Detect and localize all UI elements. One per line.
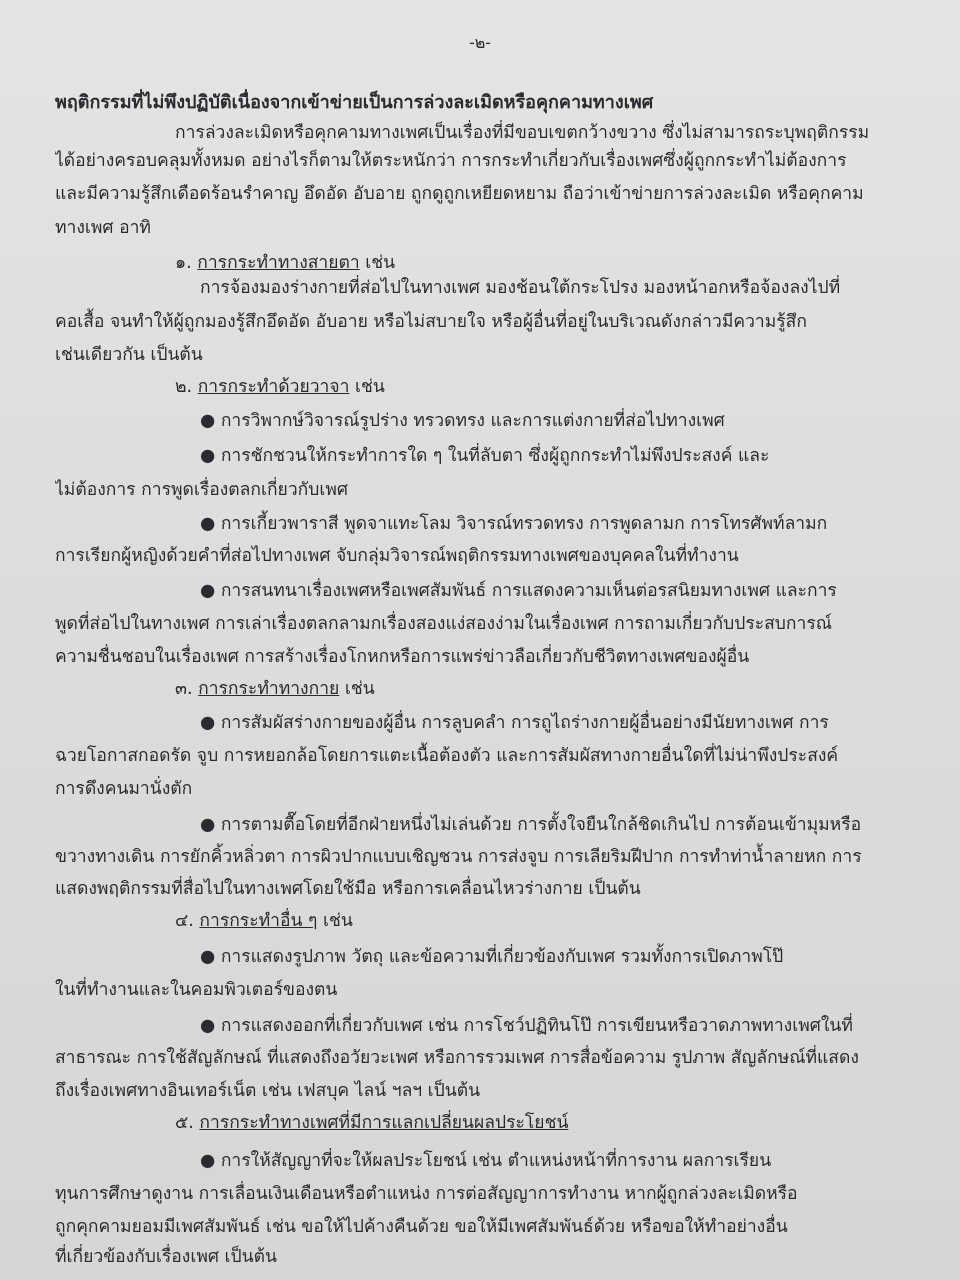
body-line: พูดที่ส่อไปในทางเพศ การเล่าเรื่องตลกลามกเรื่องสองแง่สองง่ามในเรื่องเพศ การถามเกี่ยวกับประสบการณ์ bbox=[55, 614, 832, 634]
body-line: คอเสื้อ จนทำให้ผู้ถูกมองรู้สึกอึดอัด อับอาย หรือไม่สบายใจ หรือผู้อื่นที่อยู่ในบริเวณดังกล่าวมีความรู้สึก bbox=[55, 312, 807, 332]
section-number: ๒. bbox=[175, 377, 193, 397]
body-line: การจ้องมองร่างกายที่ส่อไปในทางเพศ มองช้อนใต้กระโปรง มองหน้าอกหรือจ้องลงไปที่ bbox=[200, 278, 841, 298]
section-number: ๔. bbox=[175, 911, 194, 931]
bullet-line: ● การสนทนาเรื่องเพศหรือเพศสัมพันธ์ การแสดงความเห็นต่อรสนิยมทางเพศ และการ bbox=[200, 581, 837, 601]
intro-line: การล่วงละเมิดหรือคุกคามทางเพศเป็นเรื่องที่มีขอบเขตกว้างขวาง ซึ่งไม่สามารถระบุพฤติกรรม bbox=[175, 123, 870, 143]
body-line: การเรียกผู้หญิงด้วยคำที่ส่อไปทางเพศ จับกลุ่มวิจารณ์พฤติกรรมทางเพศของบุคคลในที่ทำงาน bbox=[55, 546, 739, 566]
body-line: เช่นเดียวกัน เป็นต้น bbox=[55, 345, 203, 365]
section-heading bbox=[175, 674, 900, 704]
section-suffix: เช่น bbox=[349, 377, 385, 397]
body-line: การดึงคนมานั่งตัก bbox=[55, 779, 193, 799]
section-title: การกระทำทางกาย bbox=[198, 679, 340, 699]
section-title: การกระทำทางเพศที่มีการแลกเปลี่ยนผลประโยชน์ bbox=[199, 1113, 569, 1133]
section-heading bbox=[175, 372, 900, 402]
body-line: ที่เกี่ยวข้องกับเรื่องเพศ เป็นต้น bbox=[55, 1247, 277, 1267]
body-line: ในที่ทำงานและในคอมพิวเตอร์ของตน bbox=[55, 980, 338, 1000]
body-line: แสดงพฤติกรรมที่สื่อไปในทางเพศโดยใช้มือ หรือการเคลื่อนไหวร่างกาย เป็นต้น bbox=[55, 879, 641, 899]
bullet-line: ● การตามตื๊อโดยที่อีกฝ่ายหนึ่งไม่เล่นด้วย การตั้งใจยืนใกล้ชิดเกินไป การต้อนเข้ามุมหรือ bbox=[200, 815, 862, 835]
body-line: ความชื่นชอบในเรื่องเพศ การสร้างเรื่องโกหกหรือการแพร่ข่าวลือเกี่ยวกับชีวิตทางเพศของผู้อื่น bbox=[55, 647, 750, 667]
bullet-line: ● การให้สัญญาที่จะให้ผลประโยชน์ เช่น ตำแหน่งหน้าที่การงาน ผลการเรียน bbox=[200, 1151, 772, 1171]
body-line: ถูกคุกคามยอมมีเพศสัมพันธ์ เช่น ขอให้ไปค้างคืนด้วย ขอให้มีเพศสัมพันธ์ด้วย หรือขอให้ทำอย่างอื่น bbox=[55, 1217, 788, 1237]
body-line: สาธารณะ การใช้สัญลักษณ์ ที่แสดงถึงอวัยวะเพศ หรือการรวมเพศ การสื่อข้อความ รูปภาพ สัญลักษณ์ที่แสดง bbox=[55, 1048, 859, 1068]
section-suffix: เช่น bbox=[359, 253, 396, 273]
body-line: ถึงเรื่องเพศทางอินเทอร์เน็ต เช่น เฟสบุค ไลน์ ฯลฯ เป็นต้น bbox=[55, 1081, 481, 1101]
intro-line: และมีความรู้สึกเดือดร้อนรำคาญ อึดอัด อับอาย ถูกดูถูกเหยียดหยาม ถือว่าเข้าข่ายการล่วงละเมิด หรือคุกคาม bbox=[55, 184, 864, 204]
bullet-line: ● การแสดงรูปภาพ วัตถุ และข้อความที่เกี่ยวข้องกับเพศ รวมทั้งการเปิดภาพโป๊ bbox=[200, 947, 784, 967]
section-heading bbox=[175, 1108, 900, 1138]
body-line: ขวางทางเดิน การยักคิ้วหลิ่วตา การผิวปากแบบเชิญชวน การส่งจูบ การเลียริมฝีปาก การทำท่าน้ำลายหก การ bbox=[55, 847, 862, 867]
section-number: ๕. bbox=[175, 1113, 194, 1133]
bullet-line: ● การสัมผัสร่างกายของผู้อื่น การลูบคลำ การถูไถร่างกายผู้อื่นอย่างมีนัยทางเพศ การ bbox=[200, 713, 829, 733]
intro-line: ทางเพศ อาทิ bbox=[55, 218, 151, 238]
document-title: พฤติกรรมที่ไม่พึงปฏิบัติเนื่องจากเข้าข่ายเป็นการล่วงละเมิดหรือคุกคามทางเพศ bbox=[55, 92, 654, 113]
section-title: การกระทำด้วยวาจา bbox=[197, 377, 350, 397]
section-number: ๓. bbox=[175, 679, 193, 699]
section-number: ๑. bbox=[175, 253, 192, 273]
section-title: การกระทำอื่น ๆ bbox=[199, 911, 318, 931]
bullet-line: ● การเกี้ยวพาราสี พูดจาแทะโลม วิจารณ์ทรวดทรง การพูดลามก การโทรศัพท์ลามก bbox=[200, 514, 828, 534]
section-suffix: เช่น bbox=[339, 679, 375, 699]
body-line: ทุนการศึกษาดูงาน การเลื่อนเงินเดือนหรือตำแหน่ง การต่อสัญญาการทำงาน หากผู้ถูกล่วงละเมิดหรือ bbox=[55, 1184, 798, 1204]
intro-line: ได้อย่างครอบคลุมทั้งหมด อย่างไรก็ตามให้ตระหนักว่า การกระทำเกี่ยวกับเรื่องเพศซึ่งผู้ถูกกระทำไม่ต้องการ bbox=[55, 151, 847, 171]
section-title: การกระทำทางสายตา bbox=[197, 253, 360, 273]
bullet-line: ● การวิพากษ์วิจารณ์รูปร่าง ทรวดทรง และการแต่งกายที่ส่อไปทางเพศ bbox=[200, 411, 725, 431]
body-line: ไม่ต้องการ การพูดเรื่องตลกเกี่ยวกับเพศ bbox=[55, 480, 348, 500]
section-suffix: เช่น bbox=[317, 911, 353, 931]
body-line: ฉวยโอกาสกอดรัด จูบ การหยอกล้อโดยการแตะเนื้อต้องตัว และการสัมผัสทางกายอื่นใดที่ไม่น่าพึงประสงค์ bbox=[55, 746, 839, 766]
bullet-line: ● การชักชวนให้กระทำการใด ๆ ในที่ลับตา ซึ่งผู้ถูกกระทำไม่พึงประสงค์ และ bbox=[200, 446, 770, 466]
bullet-line: ● การแสดงออกที่เกี่ยวกับเพศ เช่น การโชว์ปฏิทินโป๊ การเขียนหรือวาดภาพทางเพศในที่ bbox=[200, 1016, 853, 1036]
section-heading bbox=[175, 906, 900, 936]
page-number: -๒- bbox=[468, 33, 492, 52]
